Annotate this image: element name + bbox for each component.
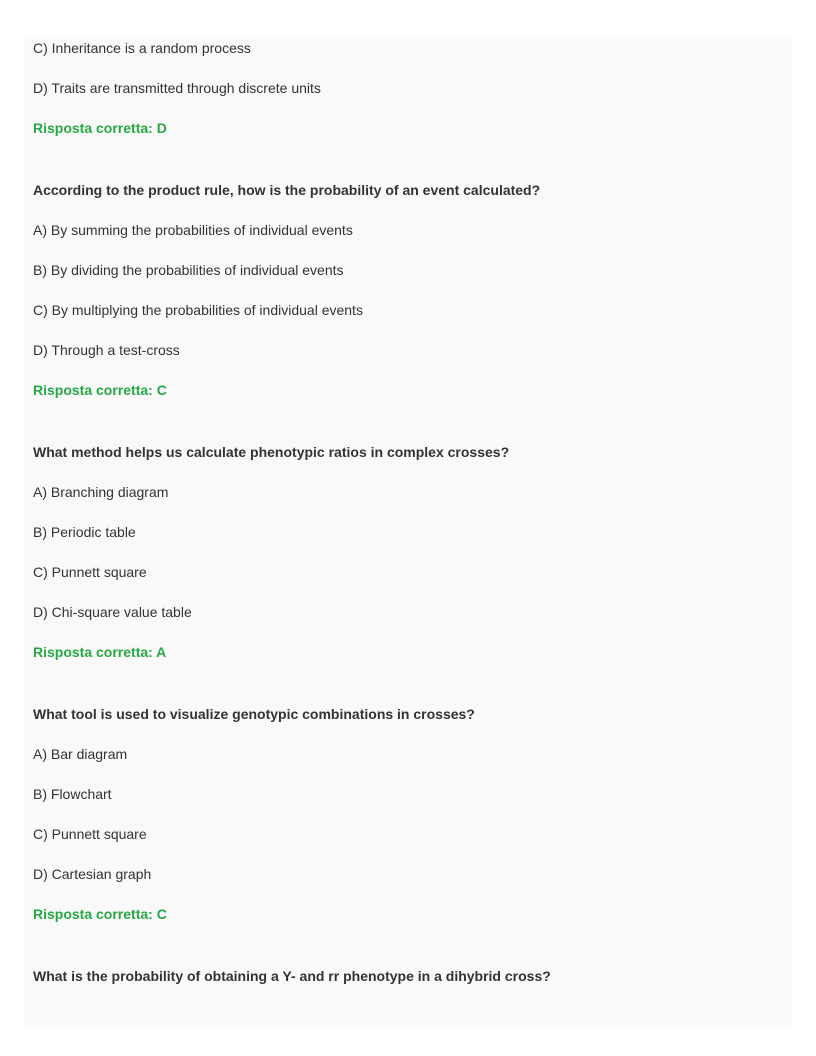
option-a: A) Bar diagram bbox=[33, 746, 128, 762]
question-block bbox=[33, 39, 773, 137]
question-block bbox=[33, 705, 773, 923]
option-d: D) Chi-square value table bbox=[33, 604, 192, 620]
question-block bbox=[33, 443, 773, 661]
quiz-content bbox=[33, 39, 773, 1007]
option-c: C) Inheritance is a random process bbox=[33, 40, 251, 56]
option-c: C) Punnett square bbox=[33, 564, 147, 580]
correct-answer: Risposta corretta: D bbox=[33, 120, 167, 136]
question-text: What tool is used to visualize genotypic combinations in crosses? bbox=[33, 706, 475, 722]
option-a: A) Branching diagram bbox=[33, 484, 169, 500]
question-text: What method helps us calculate phenotypic ratios in complex crosses? bbox=[33, 444, 510, 460]
question-text: What is the probability of obtaining a Y- and rr phenotype in a dihybrid cross? bbox=[33, 968, 551, 984]
correct-answer: Risposta corretta: C bbox=[33, 382, 167, 398]
option-d: D) Through a test-cross bbox=[33, 342, 180, 358]
question-text: According to the product rule, how is the probability of an event calculated? bbox=[33, 182, 541, 198]
option-b: B) Periodic table bbox=[33, 524, 136, 540]
question-block bbox=[33, 181, 773, 399]
option-c: C) By multiplying the probabilities of individual events bbox=[33, 302, 363, 318]
correct-answer: Risposta corretta: A bbox=[33, 644, 167, 660]
question-block bbox=[33, 967, 773, 985]
option-c: C) Punnett square bbox=[33, 826, 147, 842]
option-b: B) By dividing the probabilities of individual events bbox=[33, 262, 344, 278]
option-b: B) Flowchart bbox=[33, 786, 112, 802]
option-d: D) Traits are transmitted through discrete units bbox=[33, 80, 321, 96]
option-a: A) By summing the probabilities of individual events bbox=[33, 222, 353, 238]
option-d: D) Cartesian graph bbox=[33, 866, 152, 882]
correct-answer: Risposta corretta: C bbox=[33, 906, 167, 922]
